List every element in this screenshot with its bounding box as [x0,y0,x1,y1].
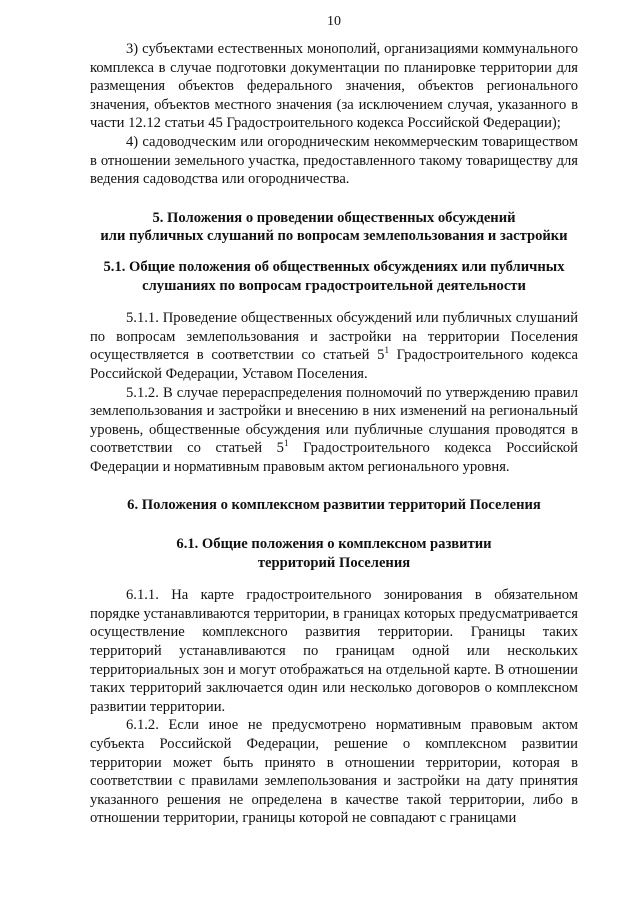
subsection-6-1-heading [90,535,578,572]
paragraph-5-1-1-text-end: Градостроительного кодекса Российской Федерации, Уставом Поселения. [90,347,578,382]
paragraph-5-1-1-text: 5.1.1. Проведение общественных обсуждений или публичных слушаний по вопросам землепользования и застройки на территории Поселения осуществляется в соответствии со статьей 5 [90,310,578,364]
paragraph-6-1-1: 6.1.1. На карте градостроительного зонирования в обязательном порядке устанавливаются территории, в границах которых предусматривается осуществление комплексного развития территории. Границы таких территорий устанавливаются по границам одной или нескольких территориальных зон и могут отображаться на отдельной карте. В отношении таких территорий заключается один или несколько договоров о комплексном развитии территории. [90,587,578,715]
subsection-5-1-heading [90,258,578,295]
paragraph-5-1-2-text-end: Градостроительного кодекса Российской Федерации и нормативным правовым актом регионального уровня. [90,440,578,475]
section-5-heading [90,209,578,246]
subsection-5-1-heading-line-1: 5.1. Общие положения об общественных обсуждениях или публичных [103,258,565,275]
subsection-6-1-heading-line-1: 6.1. Общие положения о комплексном развитии [176,536,492,553]
section-5-heading-line-2: или публичных слушаний по вопросам землепользования и застройки [100,228,568,245]
section-6-heading: 6. Положения о комплексном развитии территорий Поселения [127,497,541,514]
paragraph-5-1-2-text: 5.1.2. В случае перераспределения полномочий по утверждению правил землепользования и застройки и внесению в них изменений на региональный уровень, общественные обсуждения или публичные слушания проводятся в соответствии со статьей 5 [90,384,578,457]
list-item-4: 4) садоводческим или огородническим некоммерческим товариществом в отношении земельного участка, предоставленного такому товариществу для ведения садоводства или огородничества. [90,133,578,188]
document-page [90,14,578,828]
paragraph-6-1-2: 6.1.2. Если иное не предусмотрено нормативным правовым актом субъекта Российской Федерации, решение о комплексном развитии территории может быть принято в отношении территории, которая в соответствии с правилами землепользования и застройки на дату принятия указанного решения не определена в качестве такой территории, либо в отношении территории, границы которой не совпадают с границами [90,717,578,827]
section-5-heading-line-1: 5. Положения о проведении общественных обсуждений [152,209,516,226]
paragraph-5-1-2-superscript: 1 [283,438,289,449]
page-number: 10 [327,14,341,29]
list-item-3: 3) субъектами естественных монополий, организациями коммунального комплекса в случае подготовки документации по планировке территории для размещения объектов федерального значения, объектов регионального значения, объектов местного значения (за исключением случая, указанного в части 12.12 статьи 45 Градостроительного кодекса Российской Федерации); [90,41,578,132]
paragraph-5-1-1-superscript: 1 [384,345,389,356]
subsection-5-1-heading-line-2: слушаниях по вопросам градостроительной деятельности [142,277,526,294]
paragraph-5-1-2 [90,384,578,477]
subsection-6-1-heading-line-2: территорий Поселения [257,554,411,571]
paragraph-5-1-1 [90,309,578,383]
